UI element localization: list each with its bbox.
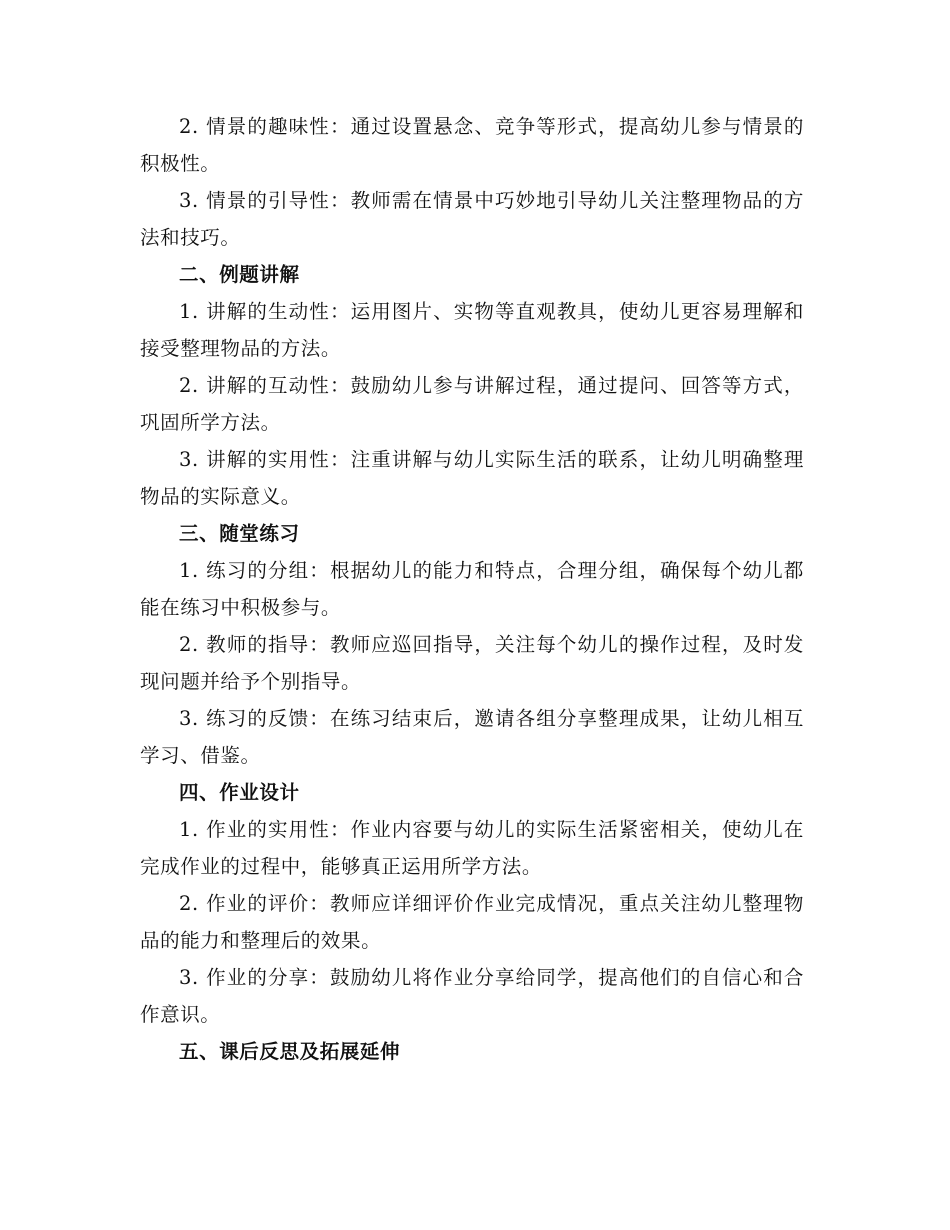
section-heading-reflection-extension: 五、课后反思及拓展延伸 xyxy=(179,1040,401,1063)
document-body xyxy=(140,108,804,1070)
paragraph-teacher-guidance: 2. 教师的指导：教师应巡回指导，关注每个幼儿的操作过程，及时发现问题并给予个别指导。 xyxy=(140,633,804,693)
section-heading-example-explanation: 二、例题讲解 xyxy=(179,263,300,286)
paragraph-homework-practicality: 1. 作业的实用性：作业内容要与幼儿的实际生活紧密相关，使幼儿在完成作业的过程中，能够真正运用所学方法。 xyxy=(140,818,804,878)
section-heading-homework-design: 四、作业设计 xyxy=(179,781,300,804)
section-heading-class-practice: 三、随堂练习 xyxy=(179,522,300,545)
paragraph-explanation-vividness: 1. 讲解的生动性：运用图片、实物等直观教具，使幼儿更容易理解和接受整理物品的方法。 xyxy=(140,300,804,360)
paragraph-homework-sharing: 3. 作业的分享：鼓励幼儿将作业分享给同学，提高他们的自信心和合作意识。 xyxy=(140,966,804,1026)
paragraph-homework-evaluation: 2. 作业的评价：教师应详细评价作业完成情况，重点关注幼儿整理物品的能力和整理后的效果。 xyxy=(140,892,804,952)
paragraph-explanation-interaction: 2. 讲解的互动性：鼓励幼儿参与讲解过程，通过提问、回答等方式，巩固所学方法。 xyxy=(140,374,804,434)
paragraph-explanation-practicality: 3. 讲解的实用性：注重讲解与幼儿实际生活的联系，让幼儿明确整理物品的实际意义。 xyxy=(140,448,804,508)
paragraph-practice-grouping: 1. 练习的分组：根据幼儿的能力和特点，合理分组，确保每个幼儿都能在练习中积极参与。 xyxy=(140,559,804,619)
paragraph-scene-interest: 2. 情景的趣味性：通过设置悬念、竞争等形式，提高幼儿参与情景的积极性。 xyxy=(140,115,804,175)
paragraph-scene-guidance: 3. 情景的引导性：教师需在情景中巧妙地引导幼儿关注整理物品的方法和技巧。 xyxy=(140,189,804,249)
paragraph-practice-feedback: 3. 练习的反馈：在练习结束后，邀请各组分享整理成果，让幼儿相互学习、借鉴。 xyxy=(140,707,804,767)
